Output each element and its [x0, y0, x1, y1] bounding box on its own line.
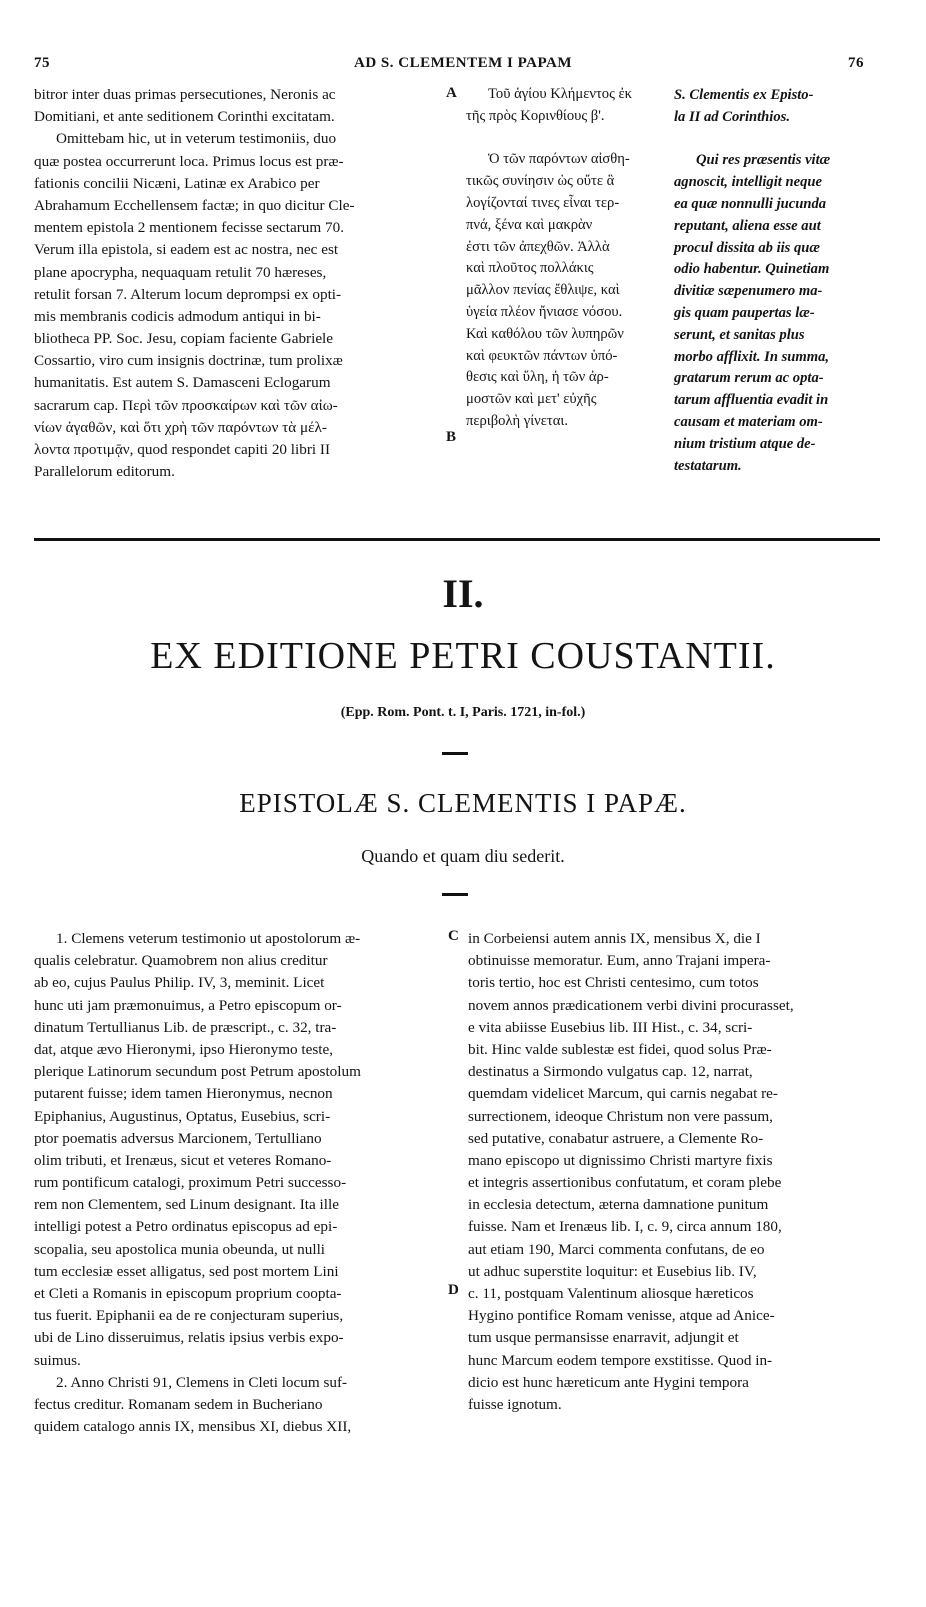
text-line: bliotheca PP. Soc. Jesu, copiam faciente Gabriele — [34, 330, 334, 348]
text-line: bitror inter duas primas persecutiones, Neronis ac — [34, 86, 336, 103]
text-line: c. 11, postquam Valentinum aliosque hæreticos — [468, 1285, 754, 1302]
text-line: testatarum. — [674, 457, 742, 474]
text-line: olim tributi, et Irenæus, sicut et veteres Romano- — [34, 1151, 332, 1169]
text-line: quemdam videlicet Marcum, qui carnis negabat re- — [468, 1085, 778, 1103]
text-line: hunc uti jam præmonuimus, a Petro episcopum or- — [34, 996, 342, 1014]
page-number-right: 76 — [848, 55, 864, 71]
text-line: fuisse. Nam et Irenæus lib. I, c. 9, circa annum 180, — [468, 1218, 782, 1236]
running-head-title: AD S. CLEMENTEM I PAPAM — [353, 55, 573, 71]
margin-marker-c: C — [448, 928, 459, 944]
text-line: causam et materiam om- — [674, 413, 823, 430]
text-line: e vita abiisse Eusebius lib. III Hist., c. 34, scri- — [468, 1018, 753, 1036]
text-line: πνά, ξένα καὶ μακρὰν — [466, 216, 593, 233]
text-line: μοστῶν καὶ μετ' εὐχῆς — [466, 391, 597, 408]
text-line: mentem epistola 2 mentionem fecisse sectarum 70. — [34, 219, 344, 237]
text-line: Epiphanius, Augustinus, Optatus, Eusebius, scri- — [34, 1107, 331, 1125]
latin-version-column — [674, 84, 878, 476]
text-line: Qui res præsentis vitæ — [696, 152, 831, 169]
text-line: aut etiam 190, Marci commenta confutans, de eo — [468, 1240, 765, 1258]
text-line: fectus creditur. Romanam sedem in Bucheriano — [34, 1395, 323, 1413]
text-line: Verum illa epistola, si eadem est ac nostra, nec est — [34, 241, 339, 259]
text-line: 1. Clemens veterum testimonio ut apostolorum æ- — [56, 930, 361, 947]
text-line: tus fuerit. Epiphanii ea de re conjecturam superius, — [34, 1307, 344, 1325]
text-line: bit. Hinc valde sublestæ est fidei, quod solus Præ- — [468, 1040, 772, 1058]
text-line: ἐστι τῶν ἀπεχθῶν. Ἀλλὰ — [466, 238, 610, 255]
text-line — [674, 128, 878, 150]
left-text-column — [34, 928, 446, 1438]
text-line: divitiæ sæpenumero ma- — [674, 283, 823, 300]
text-line: qualis celebratur. Quamobrem non alius creditur — [34, 952, 328, 970]
text-line: serunt, et sanitas plus — [674, 326, 805, 343]
section-title: EX EDITIONE PETRI COUSTANTII. — [150, 635, 776, 677]
margin-marker-b: B — [446, 429, 457, 445]
text-line: nium tristium atque de- — [674, 435, 816, 452]
text-line: scopalia, seu apostolica munia obeunda, ut nulli — [34, 1240, 326, 1258]
text-line: putarent fuisse; idem tamen Hieronymus, necnon — [34, 1085, 333, 1103]
text-line: novem annos prædicationem verbi divini procurasset, — [468, 996, 794, 1014]
text-line: μᾶλλον πενίας ἔθλιψε, καὶ — [466, 282, 620, 299]
page-number-left: 75 — [34, 55, 50, 71]
text-line: τῆς πρὸς Κορινθίους β'. — [466, 107, 605, 124]
text-line: ὑγεία πλέον ἤνιασε νόσου. — [466, 303, 623, 320]
section-source: (Epp. Rom. Pont. t. I, Paris. 1721, in-fol.) — [340, 705, 586, 720]
epistle-subheading: Quando et quam diu sederit. — [361, 846, 565, 866]
epistle-heading: EPISTOLÆ S. CLEMENTIS I PAPÆ. — [239, 788, 687, 818]
text-line: ut adhuc superstite loquitur: et Eusebius lib. IV, — [468, 1262, 757, 1280]
text-line: fationis concilii Nicæni, Latinæ ex Arabico per — [34, 174, 320, 192]
text-line: S. Clementis ex Episto- — [674, 87, 814, 103]
section-numeral: II. — [442, 571, 484, 616]
text-line: λοντα προτιμᾷν, quod respondet capiti 20 libri II — [34, 441, 331, 458]
text-line: Omittebam hic, ut in veterum testimoniis, duo — [56, 130, 337, 148]
text-line: in ecclesia detectum, æterna damnatione punitum — [468, 1196, 769, 1214]
ornament-dash — [442, 752, 468, 755]
greek-fragment-column — [466, 84, 662, 433]
text-line: Hygino pontifice Romam venisse, atque ad Anice- — [468, 1307, 775, 1325]
text-line: et integris assertionibus confutatum, et coram plebe — [468, 1174, 782, 1192]
text-line: humanitatis. Est autem S. Damasceni Eclogarum — [34, 374, 331, 392]
text-line: dicio est hunc hæreticum ante Hygini tempora — [468, 1373, 749, 1391]
text-line: περιβολὴ γίνεται. — [466, 412, 568, 429]
latin-commentary-column — [34, 84, 444, 483]
section-separator — [34, 538, 880, 541]
text-line: suimus. — [34, 1351, 81, 1369]
text-line: Cossartio, viro cum insignis doctrinæ, tum prolixæ — [34, 352, 343, 370]
text-line: Τοῦ ἁγίου Κλήμεντος ἐκ — [488, 86, 633, 102]
text-line: mano episcopo ut dignissimo Christi martyre fixis — [468, 1151, 773, 1169]
text-line: ab eo, cujus Paulus Philip. IV, 3, meminit. Licet — [34, 974, 325, 992]
text-line: la II ad Corinthios. — [674, 108, 790, 125]
text-line: fuisse ignotum. — [468, 1395, 562, 1413]
margin-marker-a: A — [446, 85, 457, 101]
text-line: sed putative, conabatur astruere, a Clemente Ro- — [468, 1129, 764, 1147]
margin-marker-d: D — [448, 1282, 459, 1298]
text-line: procul dissita ab iis quæ — [674, 239, 820, 256]
text-line: surrectionem, ideoque Christum non vere passum, — [468, 1107, 773, 1125]
text-line: ubi de Lino disseruimus, relatis ipsius verbis expo- — [34, 1329, 344, 1347]
text-line: tum usque permansisse enarravit, adjungit et — [468, 1329, 739, 1347]
text-line: 2. Anno Christi 91, Clemens in Cleti locum suf- — [56, 1373, 348, 1391]
text-line: agnoscit, intelligit neque — [674, 174, 822, 191]
text-line: rum pontificum catalogi, proximum Petri successo- — [34, 1174, 347, 1192]
right-text-column — [468, 928, 878, 1416]
text-line: καὶ πλοῦτος πολλάκις — [466, 260, 594, 277]
text-line: in Corbeiensi autem annis IX, mensibus X, die I — [468, 930, 761, 947]
text-line: tum ecclesiæ esset alligatus, sed post mortem Lini — [34, 1262, 339, 1280]
text-line: et Cleti a Romanis in episcopum proprium coopta- — [34, 1285, 342, 1302]
text-line: plerique Latinorum secundum post Petrum apostolum — [34, 1063, 361, 1081]
text-line: obtinuisse memoratur. Eum, anno Trajani impera- — [468, 952, 771, 970]
text-line: Domitiani, et ante seditionem Corinthi excitatam. — [34, 108, 335, 126]
text-line: quæ postea occurrerunt loca. Primus locus est præ- — [34, 152, 344, 170]
text-line: intelligi potest a Petro ordinatus episcopus ad epi- — [34, 1218, 338, 1236]
text-line: retulit forsan 7. Alterum locum deprompsi ex opti- — [34, 285, 342, 303]
text-line: odio habentur. Quinetiam — [674, 261, 830, 278]
text-line: gratarum rerum ac opta- — [674, 370, 824, 387]
text-line: ptor poematis adversus Marcionem, Tertulliano — [34, 1129, 322, 1147]
text-line: morbo afflixit. In summa, — [674, 348, 830, 365]
text-line — [466, 128, 662, 150]
text-line: Καὶ καθόλου τῶν λυπηρῶν — [466, 325, 624, 342]
ornament-dash — [442, 893, 468, 896]
text-line: νίων ἀγαθῶν, καὶ ὅτι χρὴ τῶν παρόντων τὰ μέλ- — [34, 418, 327, 436]
text-line: Parallelorum editorum. — [34, 463, 175, 481]
text-line: dat, atque ævo Hieronymi, ipso Hieronymo teste, — [34, 1040, 334, 1058]
text-line: mis membranis codicis admodum antiqui in bi- — [34, 307, 321, 325]
text-line: λογίζονταί τινες εἶναι τερ- — [466, 194, 620, 211]
text-line: quidem catalogo annis IX, mensibus XI, diebus XII, — [34, 1418, 352, 1436]
text-line: θεσις καὶ ὕλη, ἡ τῶν ἀρ- — [466, 369, 609, 386]
text-line: hunc Marcum eodem tempore exstitisse. Quod in- — [468, 1351, 773, 1369]
text-line: ea quæ nonnulli jucunda — [674, 195, 827, 212]
text-line: καὶ φευκτῶν πάντων ὑπό- — [466, 347, 618, 364]
text-line: dinatum Tertullianus Lib. de præscript., c. 32, tra- — [34, 1018, 337, 1036]
text-line: Abrahamum Ecchellensem factæ; in quo dicitur Cle- — [34, 196, 355, 214]
text-line: rem non Clementem, sed Linum designant. Ita ille — [34, 1196, 339, 1214]
text-line: destinatus a Sirmondo vulgatus cap. 12, narrat, — [468, 1063, 753, 1081]
text-line: gis quam paupertas læ- — [674, 304, 815, 321]
text-line: tarum affluentia evadit in — [674, 392, 829, 409]
text-line: Ὁ τῶν παρόντων αἰσθη- — [488, 151, 630, 168]
text-line: τικῶς συνίησιν ὡς οὔτε ἃ — [466, 173, 615, 190]
text-line: plane apocrypha, nequaquam retulit 70 hæreses, — [34, 263, 327, 281]
text-line: toris tertio, hoc est Christi centesimo, cum totos — [468, 974, 759, 992]
text-line: sacrarum cap. Περὶ τῶν προσκαίρων καὶ τῶν αἰω- — [34, 396, 338, 414]
text-line: reputant, aliena esse aut — [674, 217, 821, 234]
